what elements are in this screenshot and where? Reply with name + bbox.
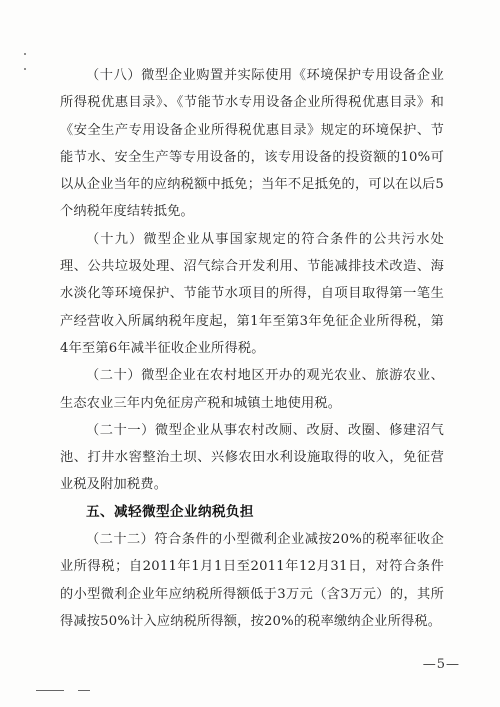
bottom-edge-mark [36,690,64,691]
scan-speck [24,68,26,70]
paragraph-22: （二十二）符合条件的小型微利企业减按20%的税率征收企业所得税；自2011年1月1日至2011年12月31日，对符合条件的小型微利企业年应纳税所得额低于3万元（含3万元）的，其所得减按50%计入应纳税所得额，按20%的税率缴纳企业所得税。 [60,532,444,629]
page-number: —5— [422,657,460,672]
paragraph-20: （二十）微型企业在农村地区开办的观光农业、旅游农业、生态农业三年内免征房产税和城镇土地使用税。 [60,368,444,411]
document-body [60,62,444,635]
paragraph-21: （二十一）微型企业从事农村改厕、改厨、改圈、修建沼气池、打井水窖整治土坝、兴修农田水利设施取得的收入，免征营业税及附加税费。 [60,422,444,493]
bottom-edge-mark [78,690,90,691]
section-heading: 五、减轻微型企业纳税负担 [86,503,254,520]
paragraph-19: （十九）微型企业从事国家规定的符合条件的公共污水处理、公共垃圾处理、沼气综合开发利用、节能减排技术改造、海水淡化等环境保护、节能节水项目的所得，自项目取得第一笔生产经营收入所属纳税年度起，第1年至第3年免征企业所得税，第4年至第6年减半征收企业所得税。 [60,231,444,356]
scan-speck [24,53,26,55]
paragraph-18: （十八）微型企业购置并实际使用《环境保护专用设备企业所得税优惠目录》、《节能节水专用设备企业所得税优惠目录》和《安全生产专用设备企业所得税优惠目录》规定的环境保护、节能节水、安全生产等专用设备的，该专用设备的投资额的10%可以从企业当年的应纳税额中抵免；当年不足抵免的，可以在以后5个纳税年度结转抵免。 [60,68,444,220]
